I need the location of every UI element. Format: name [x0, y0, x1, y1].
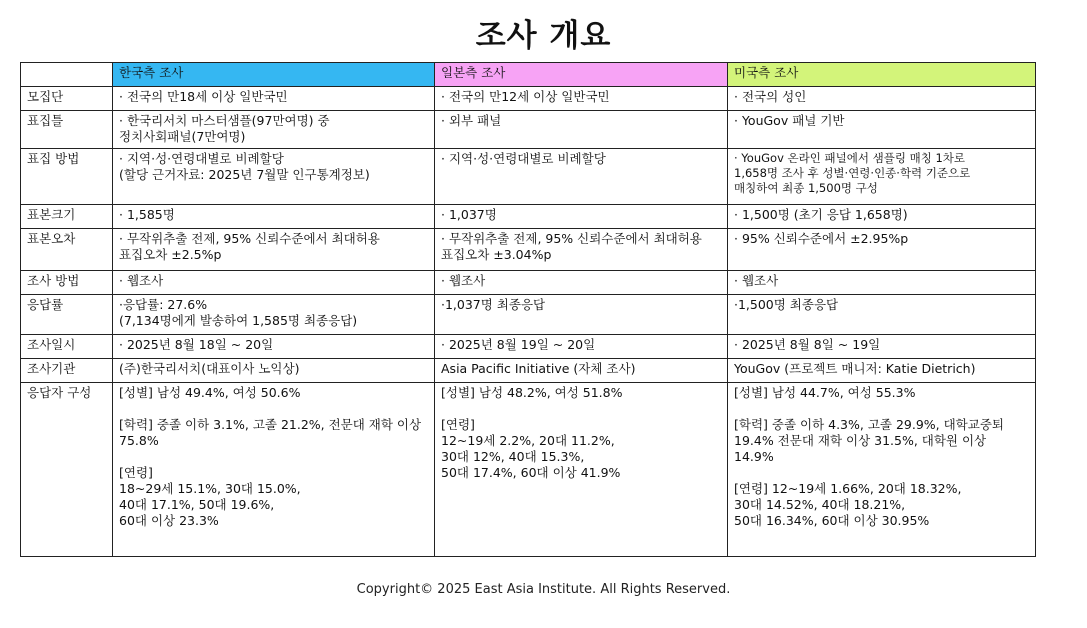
row-label: 응답자 구성 [21, 383, 113, 557]
japan-cell: · 외부 패널 [435, 111, 728, 149]
table-row-sampling-frame [21, 111, 1036, 149]
header-blank-cell [21, 63, 113, 87]
row-label: 조사일시 [21, 335, 113, 359]
usa-cell: YouGov (프로젝트 매니저: Katie Dietrich) [728, 359, 1036, 383]
japan-cell: · 2025년 8월 19일 ~ 20일 [435, 335, 728, 359]
korea-cell: [성별] 남성 49.4%, 여성 50.6% [학력] 중졸 이하 3.1%, 고졸 21.2%, 전문대 재학 이상 75.8% [연령] 18~29세 15.1%, 30대 15.0%, 40대 17.1%, 50대 19.6%, 60대 이상 23.3% [113, 383, 435, 557]
row-label: 표집틀 [21, 111, 113, 149]
row-label: 표본오차 [21, 229, 113, 271]
japan-cell: ·1,037명 최종응답 [435, 295, 728, 335]
japan-cell: · 지역·성·연령대별로 비례할당 [435, 149, 728, 205]
korea-cell: · 웹조사 [113, 271, 435, 295]
japan-cell: · 전국의 만12세 이상 일반국민 [435, 87, 728, 111]
header-korea-survey: 한국측 조사 [113, 63, 435, 87]
table-header-row [21, 63, 1036, 87]
row-label: 조사 방법 [21, 271, 113, 295]
table-row-sample-size [21, 205, 1036, 229]
row-label: 표집 방법 [21, 149, 113, 205]
table-row-sampling-method [21, 149, 1036, 205]
usa-cell: · 1,500명 (초기 응답 1,658명) [728, 205, 1036, 229]
korea-cell: · 2025년 8월 18일 ~ 20일 [113, 335, 435, 359]
korea-cell: · 한국리서치 마스터샘플(97만여명) 중 정치사회패널(7만여명) [113, 111, 435, 149]
korea-cell: (주)한국리서치(대표이사 노익상) [113, 359, 435, 383]
japan-cell: · 웹조사 [435, 271, 728, 295]
korea-cell: · 지역·성·연령대별로 비례할당 (할당 근거자료: 2025년 7월말 인구통계정보) [113, 149, 435, 205]
korea-cell: · 무작위추출 전제, 95% 신뢰수준에서 최대허용 표집오차 ±2.5%p [113, 229, 435, 271]
usa-cell: ·1,500명 최종응답 [728, 295, 1036, 335]
usa-cell: · 웹조사 [728, 271, 1036, 295]
row-label: 조사기관 [21, 359, 113, 383]
copyright-footer: Copyright© 2025 East Asia Institute. All Rights Reserved. [356, 582, 731, 597]
korea-cell: · 전국의 만18세 이상 일반국민 [113, 87, 435, 111]
table-row-population [21, 87, 1036, 111]
table-row-survey-agency [21, 359, 1036, 383]
row-label: 응답률 [21, 295, 113, 335]
row-label: 모집단 [21, 87, 113, 111]
table-row-survey-date [21, 335, 1036, 359]
usa-cell: · YouGov 온라인 패널에서 샘플링 매칭 1차로 1,658명 조사 후 성별·연령·인종·학력 기준으로 매칭하여 최종 1,500명 구성 [728, 149, 1036, 205]
header-usa-survey: 미국측 조사 [728, 63, 1036, 87]
korea-cell: ·응답률: 27.6% (7,134명에게 발송하여 1,585명 최종응답) [113, 295, 435, 335]
table-row-response-rate [21, 295, 1036, 335]
japan-cell: · 1,037명 [435, 205, 728, 229]
page-title: 조사 개요 [475, 18, 612, 54]
row-label: 표본크기 [21, 205, 113, 229]
korea-cell: · 1,585명 [113, 205, 435, 229]
usa-cell: [성별] 남성 44.7%, 여성 55.3% [학력] 중졸 이하 4.3%, 고졸 29.9%, 대학교중퇴 19.4% 전문대 재학 이상 31.5%, 대학원 이상 14.9% [연령] 12~19세 1.66%, 20대 18.32%, 30대 14.52%, 40대 18.21%, 50대 16.34%, 60대 이상 30.95% [728, 383, 1036, 557]
japan-cell: · 무작위추출 전제, 95% 신뢰수준에서 최대허용 표집오차 ±3.04%p [435, 229, 728, 271]
table-row-respondent-composition [21, 383, 1036, 557]
table-row-survey-method [21, 271, 1036, 295]
japan-cell: [성별] 남성 48.2%, 여성 51.8% [연령] 12~19세 2.2%, 20대 11.2%, 30대 12%, 40대 15.3%, 50대 17.4%, 60대 이상 41.9% [435, 383, 728, 557]
usa-cell: · 전국의 성인 [728, 87, 1036, 111]
japan-cell: Asia Pacific Initiative (자체 조사) [435, 359, 728, 383]
usa-cell: · 2025년 8월 8일 ~ 19일 [728, 335, 1036, 359]
survey-overview-table [20, 62, 1036, 557]
table-row-sampling-error [21, 229, 1036, 271]
header-japan-survey: 일본측 조사 [435, 63, 728, 87]
usa-cell: · YouGov 패널 기반 [728, 111, 1036, 149]
usa-cell: · 95% 신뢰수준에서 ±2.95%p [728, 229, 1036, 271]
